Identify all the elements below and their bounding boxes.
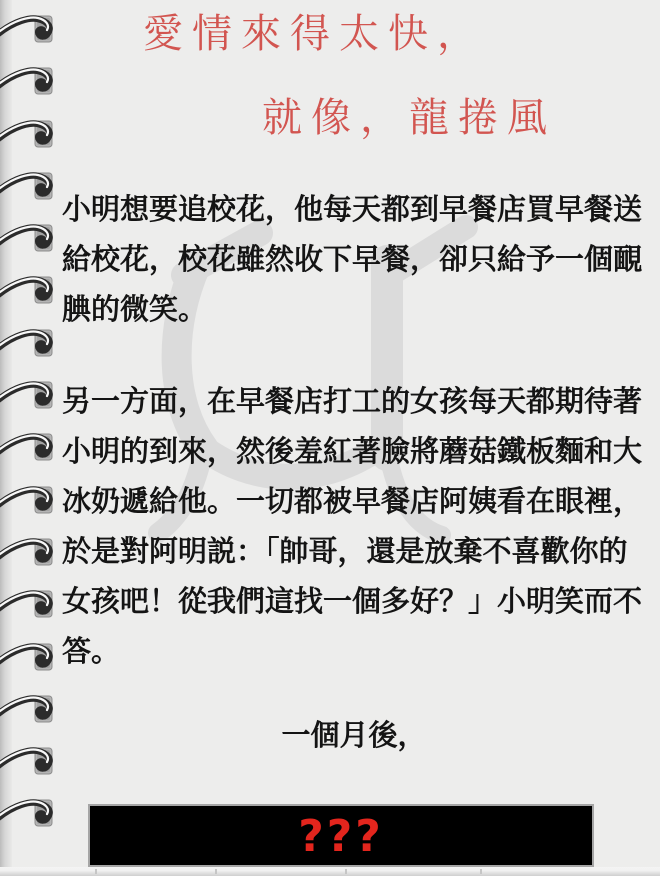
spiral-binding-ring-icon — [0, 480, 56, 520]
spiral-binding-ring-icon — [0, 689, 56, 729]
spiral-ring — [0, 480, 56, 520]
spiral-ring — [0, 61, 56, 101]
story-paragraph-2 — [62, 377, 646, 677]
spiral-binding-ring-icon — [0, 270, 56, 310]
page-edge-tick — [345, 869, 347, 874]
handwriting-line-2: 就像，龍捲風 — [262, 95, 556, 140]
story-line: 給校花，校花雖然收下早餐，卻只給予一個靦 — [62, 244, 643, 276]
spiral-ring — [0, 584, 56, 624]
spiral-ring — [0, 689, 56, 729]
story-line: 於是對阿明説：「帥哥，還是放棄不喜歡你的 — [62, 536, 628, 568]
spiral-ring — [0, 114, 56, 154]
spiral-binding-ring-icon — [0, 741, 56, 781]
page-edge-tick — [480, 869, 482, 874]
story-paragraph-1 — [62, 185, 646, 335]
mystery-label: ??? — [298, 810, 384, 862]
spiral-binding-ring-icon — [0, 375, 56, 415]
spiral-ring — [0, 323, 56, 363]
spiral-binding-ring-icon — [0, 323, 56, 363]
spiral-binding-ring-icon — [0, 793, 56, 833]
spiral-ring — [0, 637, 56, 677]
spiral-binding-ring-icon — [0, 637, 56, 677]
spiral-binding-ring-icon — [0, 166, 56, 206]
spiral-ring — [0, 741, 56, 781]
spiral-ring — [0, 9, 56, 49]
story-line: 另一方面，在早餐店打工的女孩每天都期待著 — [62, 386, 643, 418]
story-line: 腆的微笑。 — [62, 294, 208, 326]
page-bottom-edge — [0, 867, 660, 876]
story-line: 小明想要追校花，他每天都到早餐店買早餐送 — [62, 194, 643, 226]
spiral-ring — [0, 793, 56, 833]
spiral-ring — [0, 532, 56, 572]
page-edge-tick — [95, 869, 97, 874]
spiral-binding-ring-icon — [0, 427, 56, 467]
story-line: 女孩吧！從我們這找一個多好？」小明笑而不 — [62, 586, 643, 618]
story-line: 冰奶遞給他。一切都被早餐店阿姨看在眼裡， — [62, 486, 643, 518]
spiral-ring — [0, 375, 56, 415]
spiral-binding-ring-icon — [0, 532, 56, 572]
spiral-ring — [0, 270, 56, 310]
spiral-binding-ring-icon — [0, 218, 56, 258]
spiral-spine — [0, 0, 58, 876]
spiral-binding-ring-icon — [0, 114, 56, 154]
story-line: 答。 — [62, 636, 121, 668]
spiral-ring — [0, 166, 56, 206]
spiral-ring — [0, 427, 56, 467]
page-edge-tick — [215, 869, 217, 874]
spiral-ring — [0, 218, 56, 258]
story-line: 小明的到來，然後羞紅著臉將蘑菇鐵板麵和大 — [62, 436, 643, 468]
spiral-binding-ring-icon — [0, 9, 56, 49]
spiral-binding-ring-icon — [0, 61, 56, 101]
interlude-line: 一個月後， — [281, 720, 427, 752]
spiral-binding-ring-icon — [0, 584, 56, 624]
handwriting-line-1: 愛情來得太快， — [143, 11, 486, 56]
mystery-box — [88, 804, 594, 867]
